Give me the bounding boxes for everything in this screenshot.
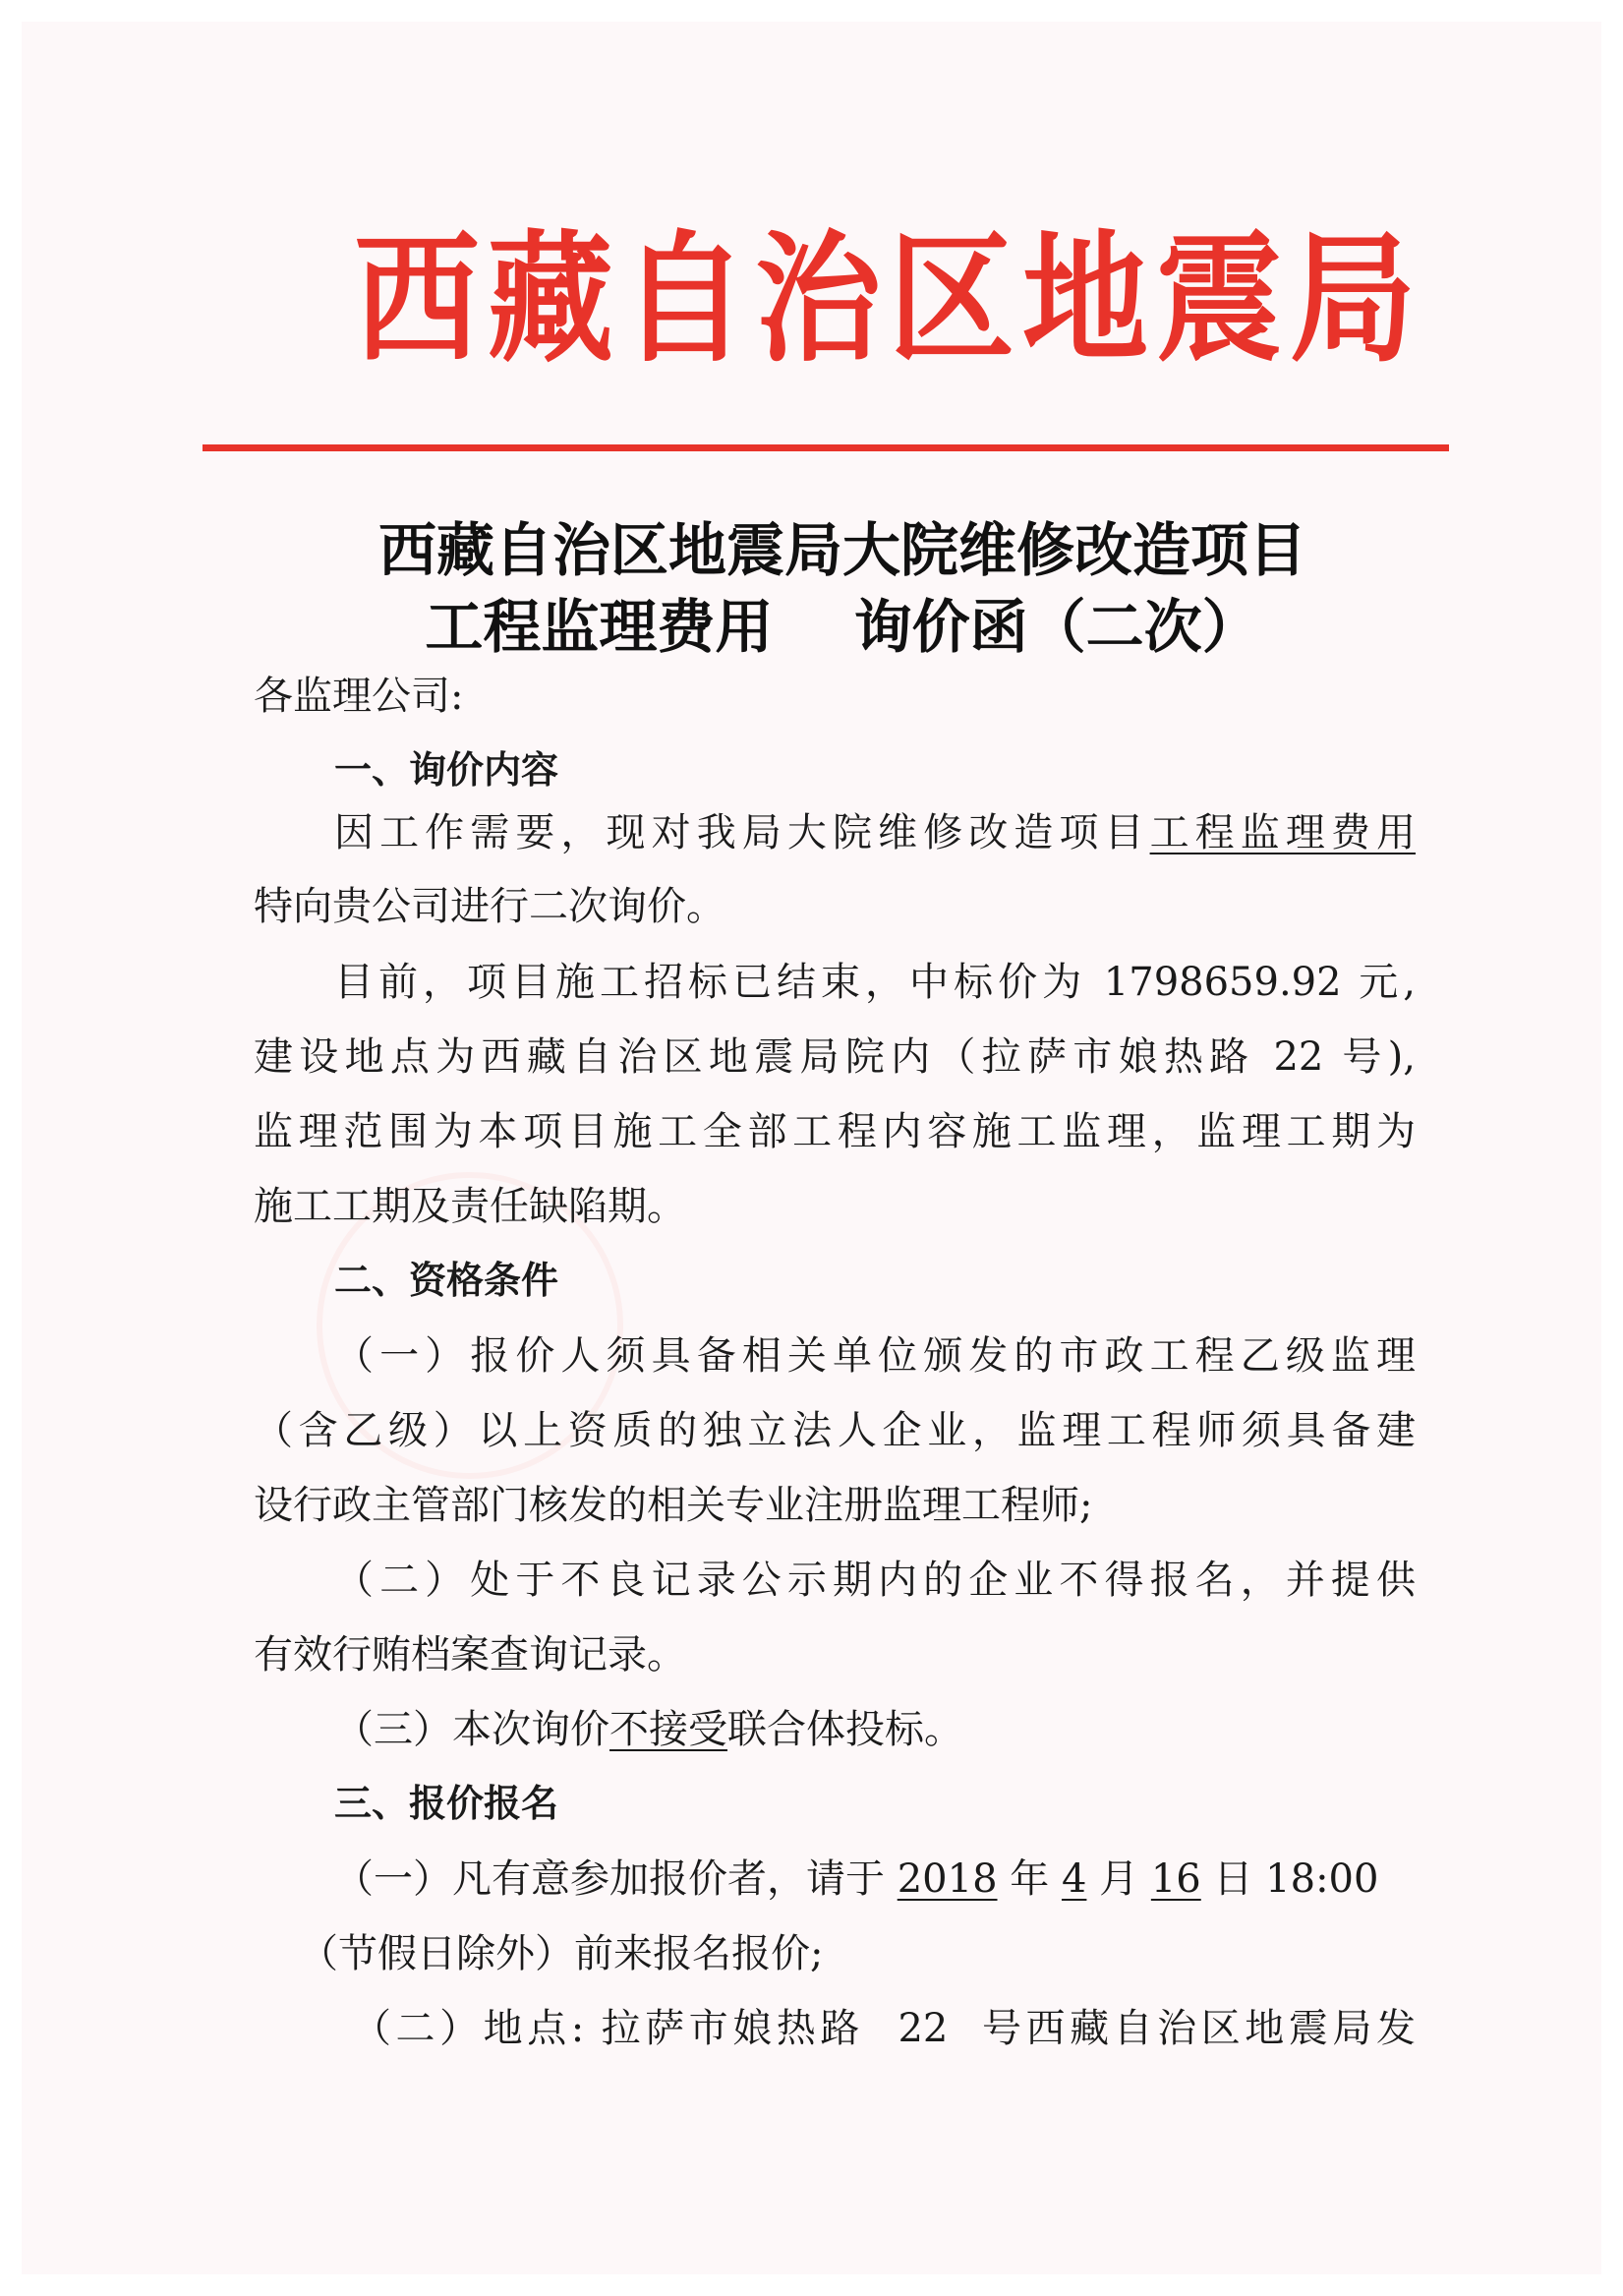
qualification-item-1-line-2: （含乙级）以上资质的独立法人企业，监理工程师须具备建: [254, 1408, 1416, 1453]
qualification-item-3: [334, 1707, 1514, 1752]
qualification-item-1-line-3: 设行政主管部门核发的相关专业注册监理工程师;: [254, 1483, 1093, 1528]
para-inquiry-line-2: 特向贵公司进行二次询价。: [254, 884, 725, 929]
qualification-item-2-line-1: （二）处于不良记录公示期内的企业不得报名，并提供: [334, 1558, 1416, 1603]
registration-month-unit: 月: [1086, 1856, 1151, 1902]
registration-item-1-line-2: （节假日除外）前来报名报价;: [299, 1931, 824, 1976]
para-inquiry-line-1: [334, 810, 1417, 855]
qualification-item-2-line-2: 有效行贿档案查询记录。: [254, 1632, 686, 1678]
registration-item-1-pre: （一）凡有意参加报价者，请于: [334, 1856, 898, 1902]
section-heading-qualifications: 二、资格条件: [334, 1259, 559, 1302]
underlined-not-accepted: 不接受: [609, 1707, 727, 1752]
letterhead-masthead: 西藏自治区地震局: [354, 217, 1424, 383]
registration-month: 4: [1061, 1856, 1087, 1902]
registration-item-2-line-1: （二）地点: 拉萨市娘热路 22 号西藏自治区地震局发: [352, 2006, 1416, 2051]
registration-year-unit: 年: [997, 1856, 1062, 1902]
para-project-line-4: 施工工期及责任缺陷期。: [254, 1184, 686, 1229]
para-project-line-3: 监理范围为本项目施工全部工程内容施工监理，监理工期为: [254, 1109, 1416, 1154]
document-title-line-1: 西藏自治区地震局大院维修改造项目: [377, 516, 1306, 584]
registration-item-1-line-1: [334, 1856, 1514, 1902]
registration-time: 日 18:00: [1200, 1856, 1379, 1902]
document-title-line-2: 工程监理费用 询价函（二次）: [425, 593, 1260, 661]
section-heading-inquiry-content: 一、询价内容: [334, 748, 559, 792]
para-project-line-2: 建设地点为西藏自治区地震局院内（拉萨市娘热路 22 号),: [254, 1034, 1416, 1080]
document-page: [22, 22, 1601, 2274]
qualification-item-1-line-1: （一）报价人须具备相关单位颁发的市政工程乙级监理: [334, 1333, 1416, 1379]
letterhead-red-rule: [203, 444, 1449, 451]
para-project-line-1: 目前，项目施工招标已结束，中标价为 1798659.92 元,: [334, 960, 1416, 1005]
qualification-item-3-pre: （三）本次询价: [334, 1707, 609, 1752]
registration-year: 2018: [897, 1856, 998, 1902]
underlined-supervision-fee: 工程监理费用: [1149, 810, 1417, 855]
section-heading-quotation-registration: 三、报价报名: [334, 1782, 559, 1825]
qualification-item-3-post: 联合体投标。: [727, 1707, 963, 1752]
registration-day: 16: [1150, 1856, 1201, 1902]
salutation: 各监理公司:: [254, 674, 464, 719]
para-inquiry-line-1-text: 因工作需要，现对我局大院维修改造项目: [334, 810, 1150, 855]
